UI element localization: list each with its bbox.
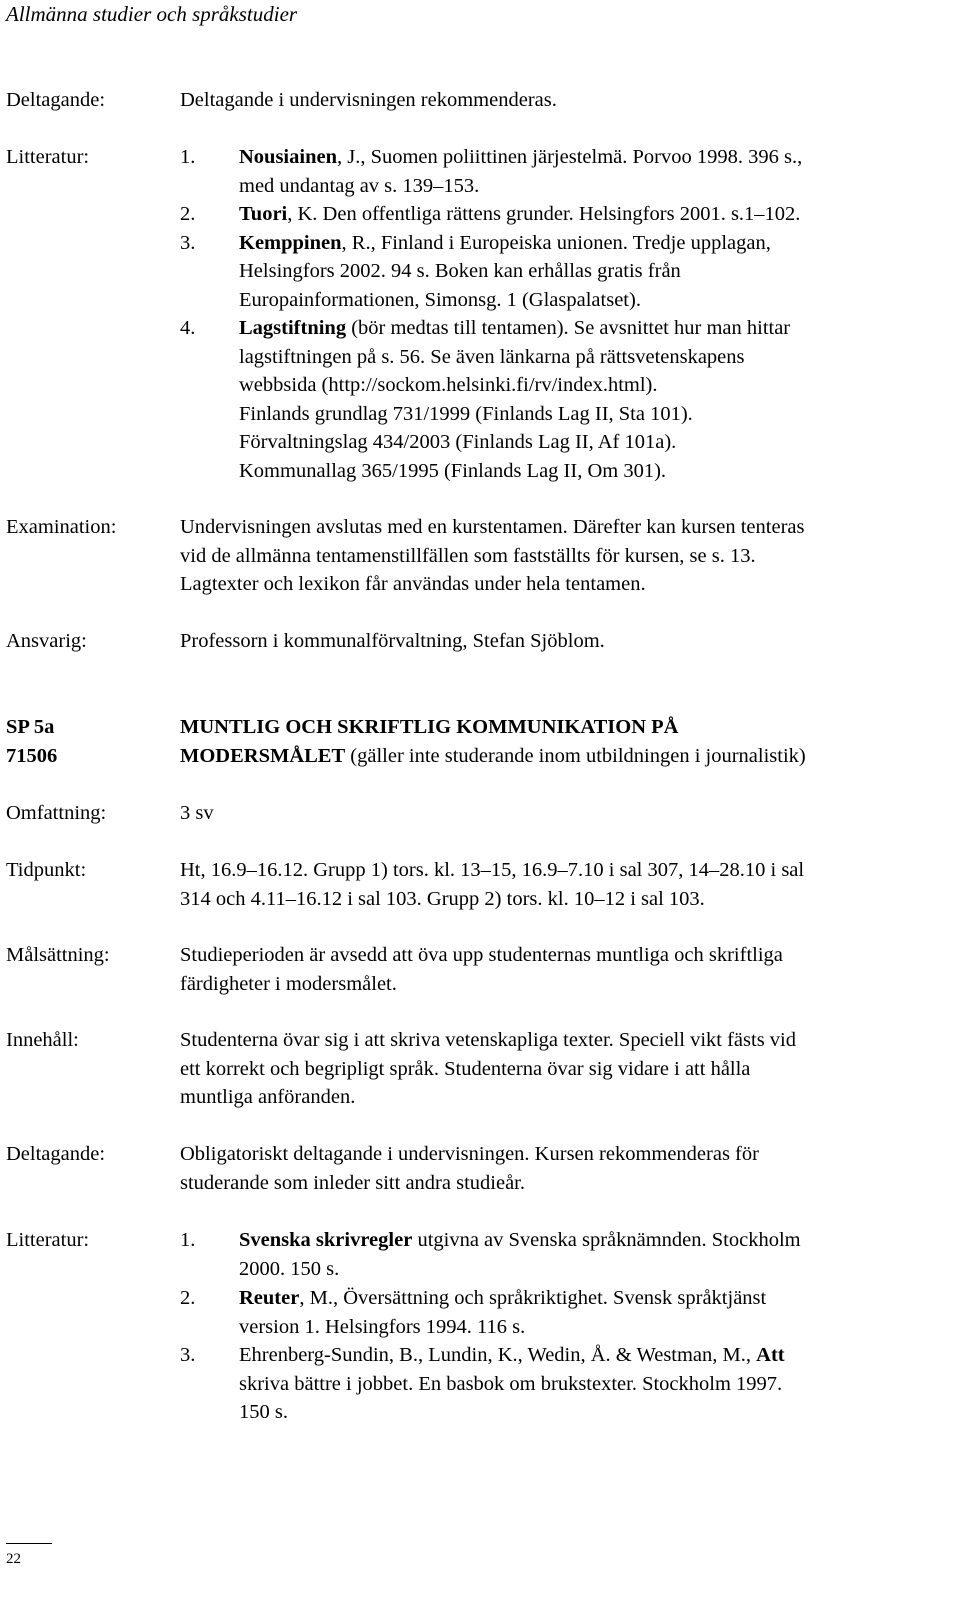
reference-line [239,229,771,258]
page-number: 22 [6,1551,21,1567]
tidpunkt-text: 314 och 4.11–16.12 i sal 103. Grupp 2) tors. kl. 10–12 i sal 103. [180,887,705,910]
reference-text: , J., Suomen poliittinen järjestelmä. Porvoo 1998. 396 s., [336,146,803,168]
course-code: SP 5a [6,716,55,738]
deltagande-text: Obligatoriskt deltagande i undervisningen. Kursen rekommenderas för [180,1143,759,1165]
examination-label: Examination: [6,516,117,538]
reference-number: 4. [180,317,196,339]
reference-line: med undantag av s. 139–153. [239,174,480,197]
reference-line: lagstiftningen på s. 56. Se även länkarna på rättsvetenskapens [239,345,745,368]
reference-text: , R., Finland i Europeiska unionen. Tredje upplagan, [341,231,771,254]
reference-text: (bör medtas till tentamen). Se avsnittet hur man hittar [346,317,791,339]
reference-line [239,314,790,343]
tidpunkt-label: Tidpunkt: [6,859,87,881]
litteratur-label: Litteratur: [6,146,90,168]
reference-author: Lagstiftning [239,317,347,339]
reference-author: Kemppinen [239,231,342,254]
omfattning-label: Omfattning: [6,801,107,824]
reference-line: Finlands grundlag 731/1999 (Finlands Lag II, Sta 101). [239,402,693,425]
course-title: MUNTLIG OCH SKRIFTLIG KOMMUNIKATION PÅ [180,716,679,738]
reference-line: Förvaltningslag 434/2003 (Finlands Lag II, Af 101a). [239,431,677,453]
malsattning-label: Målsättning: [6,944,110,966]
reference-line: Kommunallag 365/1995 (Finlands Lag II, Om 301). [239,459,667,482]
reference-line: version 1. Helsingfors 1994. 116 s. [239,1315,526,1338]
reference-line [239,200,800,229]
ansvarig-value: Professorn i kommunalförvaltning, Stefan Sjöblom. [180,630,605,652]
reference-line: 150 s. [239,1401,288,1423]
reference-number: 3. [180,1344,196,1366]
reference-line: 2000. 150 s. [239,1257,340,1280]
reference-number: 3. [180,231,196,254]
reference-line: webbsida (http://sockom.helsinki.fi/rv/index.html). [239,374,658,396]
reference-number: 1. [180,146,196,168]
malsattning-text: Studieperioden är avsedd att öva upp studenternas muntliga och skriftliga [180,944,783,966]
course-number: 71506 [6,744,58,767]
reference-line: skriva bättre i jobbet. En basbok om brukstexter. Stockholm 1997. [239,1372,783,1395]
innehall-label: Innehåll: [6,1029,79,1051]
innehall-text: ett korrekt och begripligt språk. Studenterna övar sig vidare i att hålla [180,1057,751,1080]
reference-author: Nousiainen [239,146,337,168]
innehall-text: muntliga anföranden. [180,1086,356,1108]
reference-text: Ehrenberg-Sundin, B., Lundin, K., Wedin, Å. & Westman, M., [239,1344,757,1366]
footer-rule [6,1543,52,1544]
reference-number: 1. [180,1229,196,1251]
course-title-line [180,742,806,771]
tidpunkt-text: Ht, 16.9–16.12. Grupp 1) tors. kl. 13–15, 16.9–7.10 i sal 307, 14–28.10 i sal [180,859,805,881]
ansvarig-label: Ansvarig: [6,630,87,652]
reference-line [239,143,802,172]
malsattning-text: färdigheter i modersmålet. [180,972,397,995]
reference-number: 2. [180,1287,196,1309]
reference-text: utgivna av Svenska språknämnden. Stockholm [412,1229,801,1251]
deltagande-value: Deltagande i undervisningen rekommenderas. [180,89,557,111]
reference-line: Helsingfors 2002. 94 s. Boken kan erhållas gratis från [239,260,681,282]
deltagande-text: studerande som inleder sitt andra studieår. [180,1171,525,1194]
reference-text: , M., Översättning och språkriktighet. Svensk språktjänst [299,1287,767,1309]
examination-text: Lagtexter och lexikon får användas under hela tentamen. [180,573,646,595]
reference-title: Att [756,1344,785,1366]
page-header: Allmänna studier och språkstudier [6,2,298,26]
reference-author: Reuter [239,1287,300,1309]
reference-line [239,1226,801,1255]
omfattning-value: 3 sv [180,801,214,824]
reference-title: Svenska skrivregler [239,1229,413,1251]
litteratur-label: Litteratur: [6,1229,90,1251]
reference-line [239,1341,785,1370]
course-title-bold: MODERSMÅLET [180,744,346,767]
reference-line: Europainformationen, Simonsg. 1 (Glaspalatset). [239,288,641,311]
examination-text: vid de allmänna tentamenstillfällen som fastställts för kursen, se s. 13. [180,544,756,567]
deltagande-label: Deltagande: [6,89,106,111]
innehall-text: Studenterna övar sig i att skriva vetenskapliga texter. Speciell vikt fästs vid [180,1029,796,1051]
deltagande-label: Deltagande: [6,1143,106,1165]
reference-author: Tuori [239,203,288,225]
reference-text: , K. Den offentliga rättens grunder. Helsingfors 2001. s.1–102. [287,203,801,225]
reference-number: 2. [180,203,196,225]
reference-line [239,1284,766,1313]
examination-text: Undervisningen avslutas med en kurstentamen. Därefter kan kursen tenteras [180,516,805,538]
course-title-note: (gäller inte studerande inom utbildningen i journalistik) [345,744,806,767]
